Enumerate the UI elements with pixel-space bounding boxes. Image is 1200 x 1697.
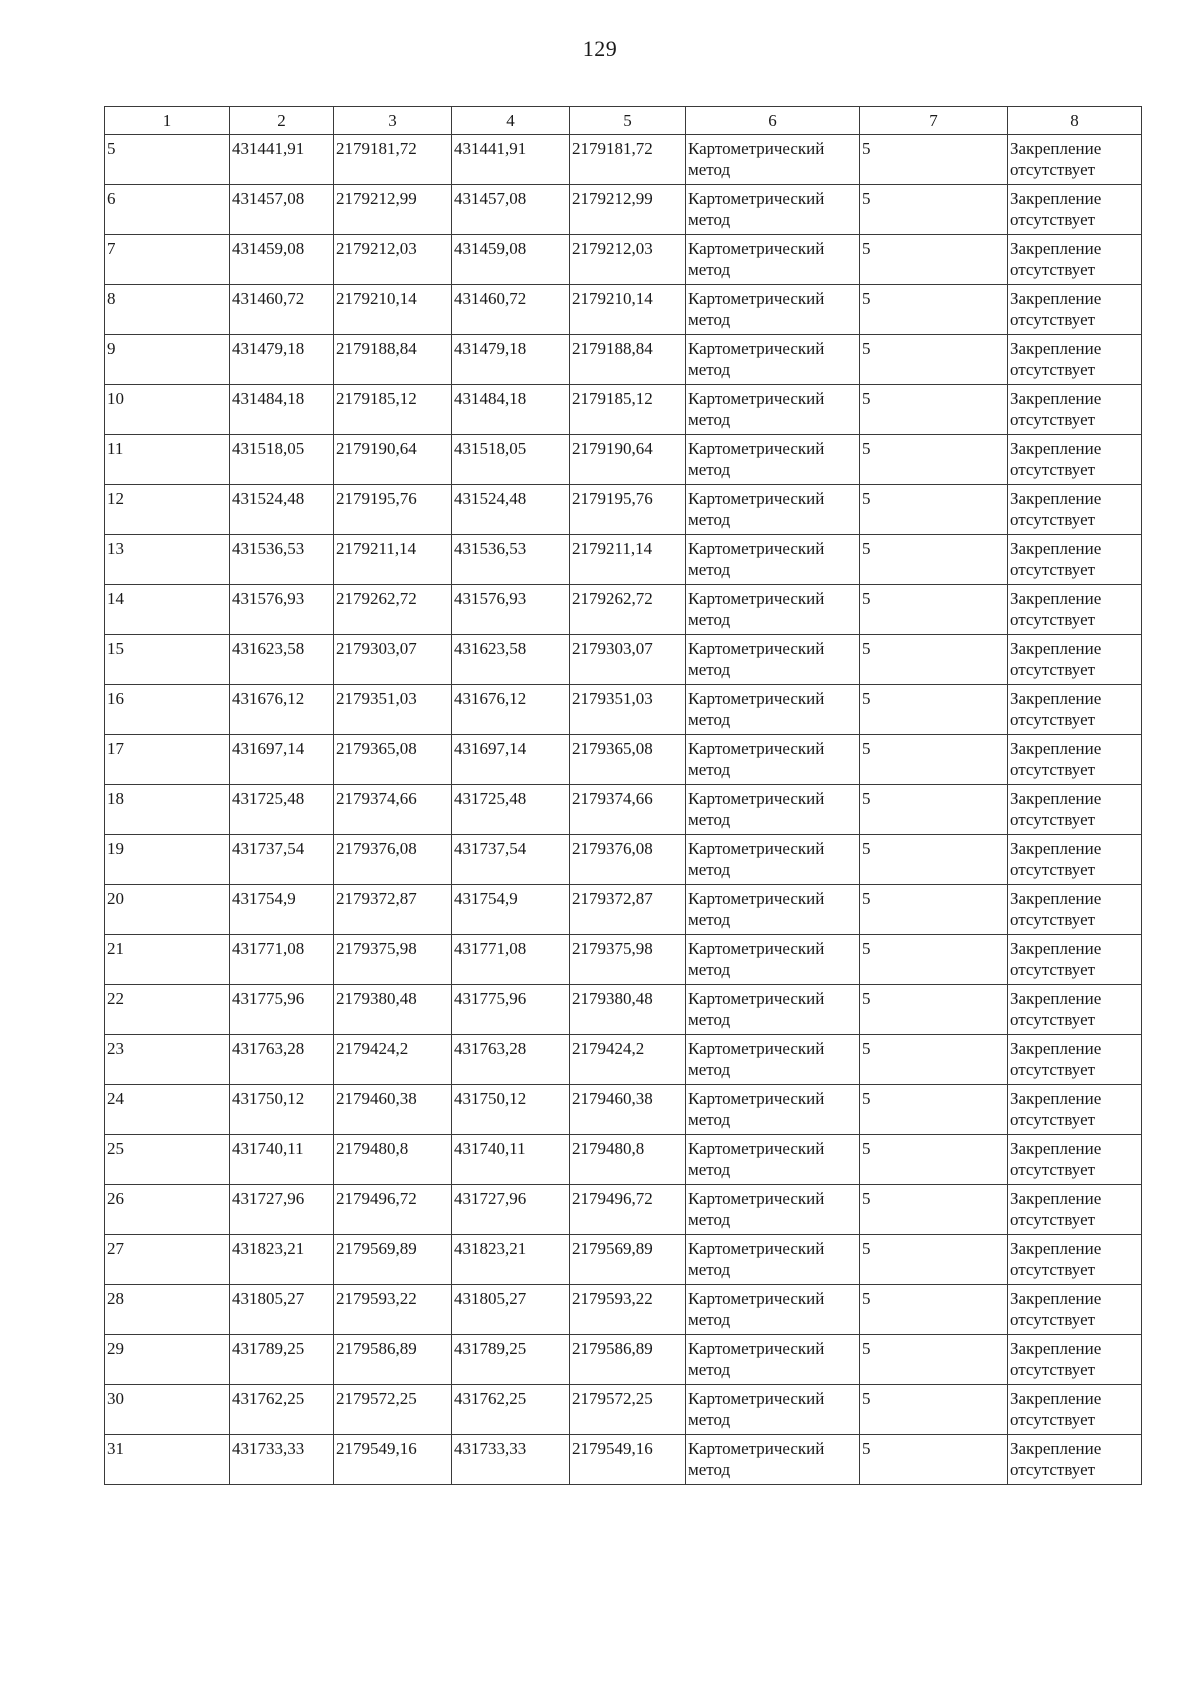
cell-y-old: 2179185,12 — [334, 385, 452, 435]
cell-method: Картометрический метод — [686, 785, 860, 835]
cell-method: Картометрический метод — [686, 585, 860, 635]
table-header — [105, 107, 1142, 135]
table-row — [105, 1335, 1142, 1385]
cell-fixation: Закрепление отсутствует — [1008, 585, 1142, 635]
cell-y-new: 2179586,89 — [570, 1335, 686, 1385]
cell-x-new: 431762,25 — [452, 1385, 570, 1435]
cell-y-old: 2179424,2 — [334, 1035, 452, 1085]
cell-y-new: 2179212,99 — [570, 185, 686, 235]
cell-point-number: 16 — [105, 685, 230, 735]
cell-point-number: 6 — [105, 185, 230, 235]
cell-y-new: 2179376,08 — [570, 835, 686, 885]
cell-accuracy: 5 — [860, 185, 1008, 235]
cell-method: Картометрический метод — [686, 735, 860, 785]
cell-y-old: 2179372,87 — [334, 885, 452, 935]
cell-y-old: 2179460,38 — [334, 1085, 452, 1135]
cell-x-new: 431459,08 — [452, 235, 570, 285]
cell-x-new: 431740,11 — [452, 1135, 570, 1185]
table-row — [105, 1435, 1142, 1485]
cell-y-new: 2179460,38 — [570, 1085, 686, 1135]
cell-fixation: Закрепление отсутствует — [1008, 485, 1142, 535]
cell-y-new: 2179190,64 — [570, 435, 686, 485]
cell-fixation: Закрепление отсутствует — [1008, 335, 1142, 385]
cell-fixation: Закрепление отсутствует — [1008, 1035, 1142, 1085]
cell-x-new: 431576,93 — [452, 585, 570, 635]
table-row — [105, 835, 1142, 885]
cell-x-new: 431805,27 — [452, 1285, 570, 1335]
cell-y-old: 2179380,48 — [334, 985, 452, 1035]
cell-method: Картометрический метод — [686, 1135, 860, 1185]
cell-y-old: 2179212,99 — [334, 185, 452, 235]
cell-fixation: Закрепление отсутствует — [1008, 1435, 1142, 1485]
column-header-1: 1 — [105, 107, 230, 135]
cell-y-new: 2179496,72 — [570, 1185, 686, 1235]
cell-method: Картометрический метод — [686, 285, 860, 335]
cell-fixation: Закрепление отсутствует — [1008, 885, 1142, 935]
cell-point-number: 24 — [105, 1085, 230, 1135]
cell-point-number: 14 — [105, 585, 230, 635]
table-row — [105, 285, 1142, 335]
cell-x-old: 431740,11 — [230, 1135, 334, 1185]
table-row — [105, 385, 1142, 435]
cell-point-number: 20 — [105, 885, 230, 935]
cell-accuracy: 5 — [860, 585, 1008, 635]
cell-fixation: Закрепление отсутствует — [1008, 785, 1142, 835]
cell-accuracy: 5 — [860, 735, 1008, 785]
table-row — [105, 135, 1142, 185]
cell-x-old: 431524,48 — [230, 485, 334, 535]
cell-y-old: 2179593,22 — [334, 1285, 452, 1335]
cell-accuracy: 5 — [860, 135, 1008, 185]
cell-y-new: 2179424,2 — [570, 1035, 686, 1085]
cell-accuracy: 5 — [860, 885, 1008, 935]
cell-x-old: 431697,14 — [230, 735, 334, 785]
cell-y-new: 2179211,14 — [570, 535, 686, 585]
cell-y-new: 2179569,89 — [570, 1235, 686, 1285]
table-body — [105, 135, 1142, 1485]
cell-method: Картометрический метод — [686, 185, 860, 235]
table-row — [105, 1235, 1142, 1285]
cell-y-new: 2179188,84 — [570, 335, 686, 385]
table-row — [105, 235, 1142, 285]
cell-x-old: 431775,96 — [230, 985, 334, 1035]
cell-y-old: 2179374,66 — [334, 785, 452, 835]
coordinates-table — [104, 106, 1142, 1485]
cell-method: Картометрический метод — [686, 935, 860, 985]
cell-x-old: 431725,48 — [230, 785, 334, 835]
cell-accuracy: 5 — [860, 435, 1008, 485]
table-row — [105, 1085, 1142, 1135]
cell-method: Картометрический метод — [686, 385, 860, 435]
cell-method: Картометрический метод — [686, 1185, 860, 1235]
table-row — [105, 935, 1142, 985]
cell-x-old: 431805,27 — [230, 1285, 334, 1335]
cell-fixation: Закрепление отсутствует — [1008, 285, 1142, 335]
cell-point-number: 28 — [105, 1285, 230, 1335]
cell-y-old: 2179210,14 — [334, 285, 452, 335]
cell-y-old: 2179262,72 — [334, 585, 452, 635]
cell-point-number: 26 — [105, 1185, 230, 1235]
column-header-8: 8 — [1008, 107, 1142, 135]
table-row — [105, 785, 1142, 835]
cell-y-new: 2179262,72 — [570, 585, 686, 635]
cell-y-old: 2179586,89 — [334, 1335, 452, 1385]
cell-y-new: 2179185,12 — [570, 385, 686, 435]
cell-accuracy: 5 — [860, 985, 1008, 1035]
cell-method: Картометрический метод — [686, 1335, 860, 1385]
cell-fixation: Закрепление отсутствует — [1008, 1385, 1142, 1435]
cell-x-old: 431737,54 — [230, 835, 334, 885]
cell-y-new: 2179480,8 — [570, 1135, 686, 1185]
cell-point-number: 17 — [105, 735, 230, 785]
cell-accuracy: 5 — [860, 685, 1008, 735]
cell-accuracy: 5 — [860, 1285, 1008, 1335]
cell-accuracy: 5 — [860, 635, 1008, 685]
cell-fixation: Закрепление отсутствует — [1008, 985, 1142, 1035]
cell-x-old: 431771,08 — [230, 935, 334, 985]
cell-fixation: Закрепление отсутствует — [1008, 685, 1142, 735]
column-header-6: 6 — [686, 107, 860, 135]
cell-point-number: 15 — [105, 635, 230, 685]
cell-y-new: 2179372,87 — [570, 885, 686, 935]
cell-method: Картометрический метод — [686, 635, 860, 685]
cell-fixation: Закрепление отсутствует — [1008, 1285, 1142, 1335]
cell-point-number: 31 — [105, 1435, 230, 1485]
cell-x-new: 431536,53 — [452, 535, 570, 585]
table-row — [105, 1035, 1142, 1085]
table-row — [105, 335, 1142, 385]
cell-point-number: 10 — [105, 385, 230, 435]
cell-x-old: 431536,53 — [230, 535, 334, 585]
cell-x-old: 431762,25 — [230, 1385, 334, 1435]
header-row — [105, 107, 1142, 135]
cell-fixation: Закрепление отсутствует — [1008, 735, 1142, 785]
cell-x-new: 431441,91 — [452, 135, 570, 185]
cell-fixation: Закрепление отсутствует — [1008, 1085, 1142, 1135]
table-row — [105, 1385, 1142, 1435]
cell-method: Картометрический метод — [686, 835, 860, 885]
cell-accuracy: 5 — [860, 1435, 1008, 1485]
cell-x-old: 431754,9 — [230, 885, 334, 935]
cell-y-old: 2179181,72 — [334, 135, 452, 185]
table-row — [105, 635, 1142, 685]
table-row — [105, 685, 1142, 735]
cell-point-number: 22 — [105, 985, 230, 1035]
cell-method: Картометрический метод — [686, 235, 860, 285]
cell-y-old: 2179572,25 — [334, 1385, 452, 1435]
cell-accuracy: 5 — [860, 1235, 1008, 1285]
cell-y-old: 2179496,72 — [334, 1185, 452, 1235]
cell-accuracy: 5 — [860, 935, 1008, 985]
cell-y-new: 2179181,72 — [570, 135, 686, 185]
cell-x-new: 431725,48 — [452, 785, 570, 835]
table-row — [105, 735, 1142, 785]
table-row — [105, 985, 1142, 1035]
cell-method: Картометрический метод — [686, 1235, 860, 1285]
cell-x-new: 431763,28 — [452, 1035, 570, 1085]
cell-y-old: 2179303,07 — [334, 635, 452, 685]
cell-y-new: 2179549,16 — [570, 1435, 686, 1485]
cell-accuracy: 5 — [860, 235, 1008, 285]
cell-x-new: 431623,58 — [452, 635, 570, 685]
cell-point-number: 9 — [105, 335, 230, 385]
cell-fixation: Закрепление отсутствует — [1008, 535, 1142, 585]
cell-accuracy: 5 — [860, 335, 1008, 385]
cell-y-new: 2179375,98 — [570, 935, 686, 985]
cell-method: Картометрический метод — [686, 135, 860, 185]
cell-x-old: 431763,28 — [230, 1035, 334, 1085]
cell-x-old: 431457,08 — [230, 185, 334, 235]
cell-fixation: Закрепление отсутствует — [1008, 1235, 1142, 1285]
cell-accuracy: 5 — [860, 385, 1008, 435]
cell-point-number: 8 — [105, 285, 230, 335]
cell-accuracy: 5 — [860, 1135, 1008, 1185]
cell-fixation: Закрепление отсутствует — [1008, 385, 1142, 435]
cell-x-new: 431484,18 — [452, 385, 570, 435]
cell-accuracy: 5 — [860, 785, 1008, 835]
column-header-2: 2 — [230, 107, 334, 135]
cell-method: Картометрический метод — [686, 485, 860, 535]
cell-y-new: 2179572,25 — [570, 1385, 686, 1435]
cell-y-old: 2179195,76 — [334, 485, 452, 535]
cell-accuracy: 5 — [860, 835, 1008, 885]
cell-accuracy: 5 — [860, 1385, 1008, 1435]
cell-point-number: 29 — [105, 1335, 230, 1385]
cell-x-new: 431737,54 — [452, 835, 570, 885]
cell-x-old: 431727,96 — [230, 1185, 334, 1235]
table-row — [105, 535, 1142, 585]
cell-x-new: 431697,14 — [452, 735, 570, 785]
cell-method: Картометрический метод — [686, 685, 860, 735]
column-header-7: 7 — [860, 107, 1008, 135]
cell-point-number: 12 — [105, 485, 230, 535]
cell-fixation: Закрепление отсутствует — [1008, 435, 1142, 485]
cell-y-new: 2179195,76 — [570, 485, 686, 535]
table-row — [105, 585, 1142, 635]
cell-x-old: 431733,33 — [230, 1435, 334, 1485]
cell-x-new: 431457,08 — [452, 185, 570, 235]
cell-x-old: 431479,18 — [230, 335, 334, 385]
cell-y-old: 2179365,08 — [334, 735, 452, 785]
cell-y-old: 2179549,16 — [334, 1435, 452, 1485]
cell-y-old: 2179211,14 — [334, 535, 452, 585]
cell-x-old: 431750,12 — [230, 1085, 334, 1135]
table-row — [105, 1185, 1142, 1235]
cell-accuracy: 5 — [860, 1185, 1008, 1235]
cell-y-new: 2179374,66 — [570, 785, 686, 835]
table-row — [105, 1285, 1142, 1335]
cell-x-new: 431727,96 — [452, 1185, 570, 1235]
cell-fixation: Закрепление отсутствует — [1008, 135, 1142, 185]
cell-x-old: 431518,05 — [230, 435, 334, 485]
cell-accuracy: 5 — [860, 1085, 1008, 1135]
cell-x-old: 431676,12 — [230, 685, 334, 735]
column-header-3: 3 — [334, 107, 452, 135]
cell-point-number: 27 — [105, 1235, 230, 1285]
cell-y-new: 2179365,08 — [570, 735, 686, 785]
cell-fixation: Закрепление отсутствует — [1008, 1135, 1142, 1185]
cell-fixation: Закрепление отсутствует — [1008, 1185, 1142, 1235]
cell-x-old: 431789,25 — [230, 1335, 334, 1385]
cell-x-new: 431733,33 — [452, 1435, 570, 1485]
cell-fixation: Закрепление отсутствует — [1008, 935, 1142, 985]
column-header-4: 4 — [452, 107, 570, 135]
cell-x-new: 431754,9 — [452, 885, 570, 935]
cell-method: Картометрический метод — [686, 535, 860, 585]
cell-fixation: Закрепление отсутствует — [1008, 235, 1142, 285]
cell-y-old: 2179212,03 — [334, 235, 452, 285]
cell-accuracy: 5 — [860, 485, 1008, 535]
cell-point-number: 18 — [105, 785, 230, 835]
cell-x-old: 431460,72 — [230, 285, 334, 335]
table-row — [105, 185, 1142, 235]
table-row — [105, 435, 1142, 485]
cell-x-old: 431623,58 — [230, 635, 334, 685]
cell-point-number: 21 — [105, 935, 230, 985]
cell-x-new: 431479,18 — [452, 335, 570, 385]
coordinates-table-container — [104, 106, 1141, 1485]
cell-fixation: Закрепление отсутствует — [1008, 835, 1142, 885]
cell-y-old: 2179188,84 — [334, 335, 452, 385]
cell-y-new: 2179593,22 — [570, 1285, 686, 1335]
cell-x-old: 431484,18 — [230, 385, 334, 435]
cell-x-new: 431676,12 — [452, 685, 570, 735]
cell-x-new: 431823,21 — [452, 1235, 570, 1285]
cell-x-old: 431576,93 — [230, 585, 334, 635]
cell-x-new: 431789,25 — [452, 1335, 570, 1385]
table-row — [105, 485, 1142, 535]
cell-method: Картометрический метод — [686, 1385, 860, 1435]
cell-y-old: 2179375,98 — [334, 935, 452, 985]
cell-fixation: Закрепление отсутствует — [1008, 185, 1142, 235]
cell-x-old: 431823,21 — [230, 1235, 334, 1285]
cell-point-number: 11 — [105, 435, 230, 485]
cell-method: Картометрический метод — [686, 985, 860, 1035]
cell-point-number: 19 — [105, 835, 230, 885]
cell-y-old: 2179376,08 — [334, 835, 452, 885]
cell-point-number: 7 — [105, 235, 230, 285]
cell-x-new: 431518,05 — [452, 435, 570, 485]
cell-y-old: 2179351,03 — [334, 685, 452, 735]
cell-method: Картометрический метод — [686, 1085, 860, 1135]
table-row — [105, 1135, 1142, 1185]
cell-y-new: 2179351,03 — [570, 685, 686, 735]
cell-y-new: 2179212,03 — [570, 235, 686, 285]
page-number: 129 — [582, 36, 618, 61]
cell-accuracy: 5 — [860, 1035, 1008, 1085]
cell-method: Картометрический метод — [686, 1435, 860, 1485]
cell-point-number: 13 — [105, 535, 230, 585]
cell-y-old: 2179480,8 — [334, 1135, 452, 1185]
cell-point-number: 25 — [105, 1135, 230, 1185]
cell-point-number: 23 — [105, 1035, 230, 1085]
cell-method: Картометрический метод — [686, 1285, 860, 1335]
cell-y-new: 2179210,14 — [570, 285, 686, 335]
cell-method: Картометрический метод — [686, 885, 860, 935]
cell-x-old: 431459,08 — [230, 235, 334, 285]
cell-fixation: Закрепление отсутствует — [1008, 635, 1142, 685]
cell-y-old: 2179569,89 — [334, 1235, 452, 1285]
cell-point-number: 5 — [105, 135, 230, 185]
cell-x-new: 431750,12 — [452, 1085, 570, 1135]
cell-x-new: 431771,08 — [452, 935, 570, 985]
table-row — [105, 885, 1142, 935]
cell-x-new: 431524,48 — [452, 485, 570, 535]
cell-accuracy: 5 — [860, 1335, 1008, 1385]
cell-accuracy: 5 — [860, 535, 1008, 585]
cell-y-new: 2179303,07 — [570, 635, 686, 685]
cell-x-new: 431460,72 — [452, 285, 570, 335]
cell-y-new: 2179380,48 — [570, 985, 686, 1035]
cell-x-new: 431775,96 — [452, 985, 570, 1035]
cell-method: Картометрический метод — [686, 435, 860, 485]
cell-y-old: 2179190,64 — [334, 435, 452, 485]
cell-method: Картометрический метод — [686, 1035, 860, 1085]
cell-fixation: Закрепление отсутствует — [1008, 1335, 1142, 1385]
cell-point-number: 30 — [105, 1385, 230, 1435]
column-header-5: 5 — [570, 107, 686, 135]
cell-x-old: 431441,91 — [230, 135, 334, 185]
cell-accuracy: 5 — [860, 285, 1008, 335]
cell-method: Картометрический метод — [686, 335, 860, 385]
